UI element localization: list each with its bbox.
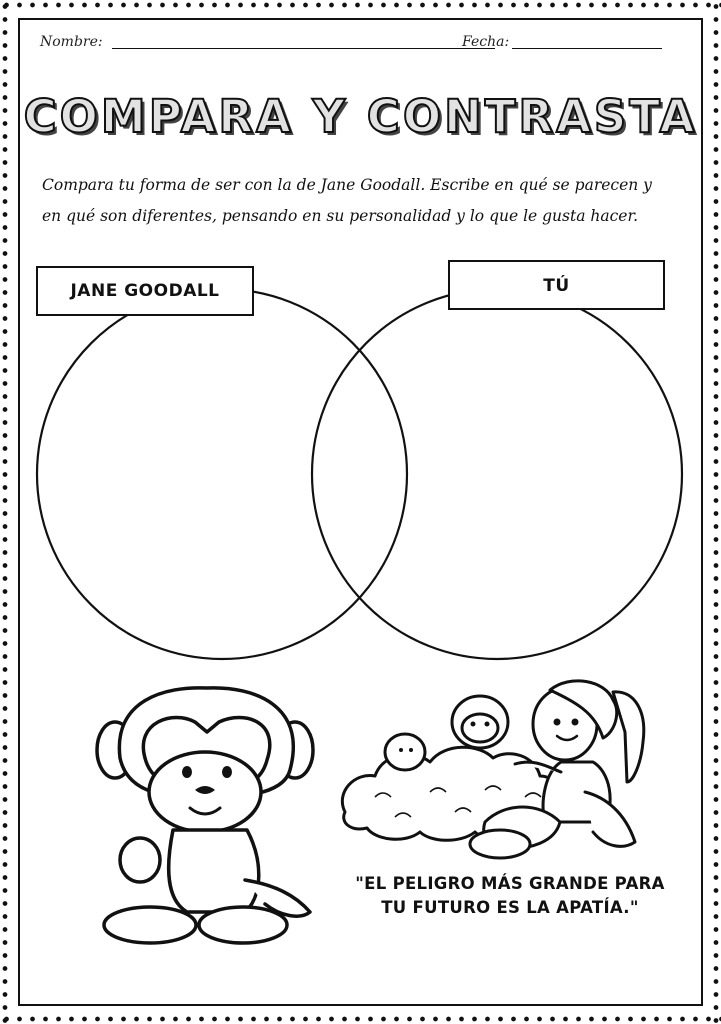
- venn-circle-right[interactable]: [312, 289, 682, 659]
- dotted-border-bottom: [0, 1014, 721, 1024]
- name-date-row: [40, 34, 670, 56]
- date-field[interactable]: [512, 48, 662, 49]
- monkey-illustration: [95, 680, 325, 950]
- venn-label-right: TÚ: [448, 260, 665, 310]
- quote-line-2: TU FUTURO ES LA APATÍA.": [381, 898, 639, 917]
- instructions-line-2: en qué son diferentes, pensando en su personalidad y lo que le gusta hacer.: [42, 207, 639, 225]
- girl-with-chimpanzees-illustration: [335, 672, 665, 862]
- instructions-line-1: Compara tu forma de ser con la de Jane Goodall. Escribe en qué se parecen y: [42, 176, 652, 194]
- quote-line-1: "EL PELIGRO MÁS GRANDE PARA: [355, 874, 665, 893]
- venn-label-left: JANE GOODALL: [36, 266, 254, 316]
- name-field[interactable]: [112, 48, 495, 49]
- dotted-border-top: [0, 0, 721, 10]
- instructions: [42, 170, 687, 232]
- quote: [330, 872, 690, 920]
- name-label: Nombre:: [40, 34, 103, 50]
- page-title: COMPARA Y CONTRASTA: [23, 90, 698, 143]
- venn-circle-left[interactable]: [37, 289, 407, 659]
- date-label: Fecha:: [462, 34, 510, 50]
